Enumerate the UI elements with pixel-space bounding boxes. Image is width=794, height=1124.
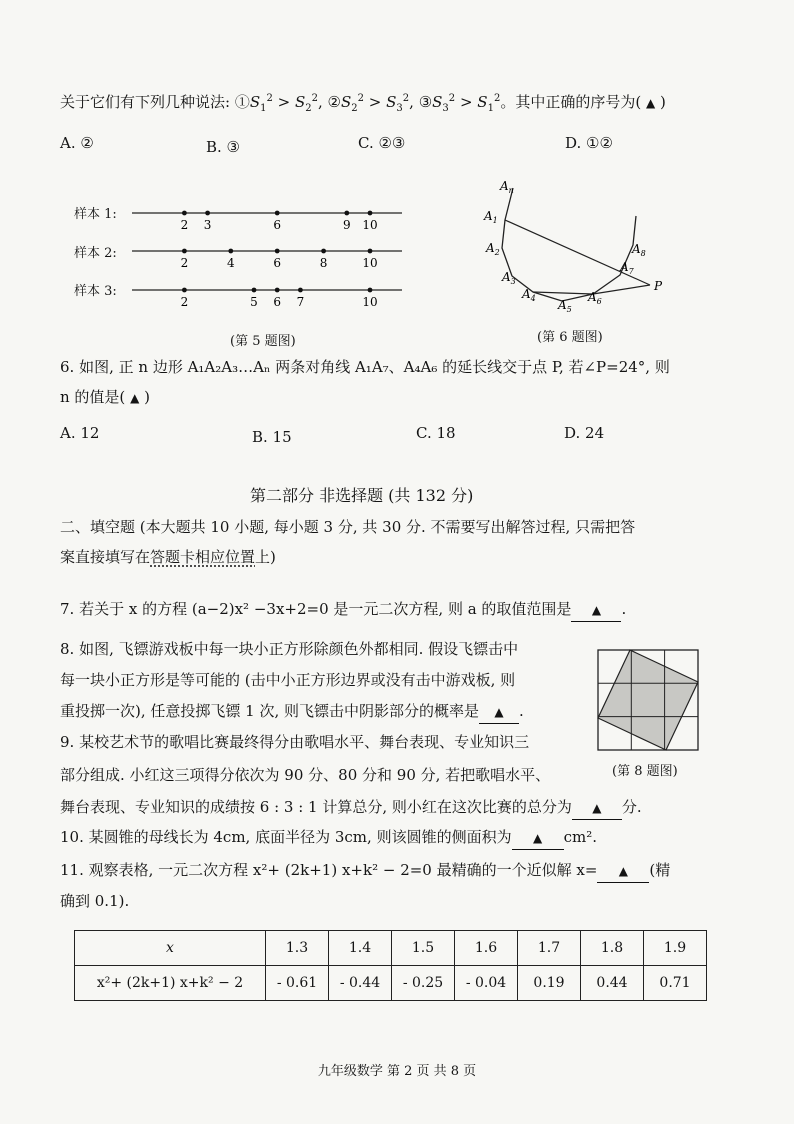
table-cell: 0.44: [581, 966, 644, 1001]
sample-point: [321, 249, 326, 254]
table-cell: - 0.61: [266, 966, 329, 1001]
q9-line2: 部分组成. 小红这三项得分依次为 90 分、80 分和 90 分, 若把歌唱水平、: [60, 766, 551, 784]
table-cell: 1.3: [266, 931, 329, 966]
table-cell: 1.8: [581, 931, 644, 966]
answer-triangle: ▲: [494, 705, 504, 719]
sample-point-label: 6: [273, 218, 282, 232]
q8-line3-text: 重投掷一次), 任意投掷飞镖 1 次, 则飞镖击中阴影部分的概率是: [60, 702, 480, 720]
q8-figure: [596, 648, 700, 752]
sample-2-label: 样本 2:: [74, 246, 117, 261]
label-a1: $A_1$: [484, 209, 498, 225]
table-cell: 0.71: [644, 966, 707, 1001]
sample-point-label: 6: [273, 295, 282, 309]
sample-point-label: 2: [180, 256, 189, 270]
q11-table: [74, 930, 707, 1001]
table-header-f: x²+ (2k+1) x+k² − 2: [75, 966, 266, 1001]
sample-point-label: 8: [319, 256, 328, 270]
side-a4-a6: [533, 292, 593, 294]
q9-unit: 分.: [621, 798, 642, 816]
sample-point: [252, 288, 257, 293]
q5-close-paren: ): [659, 93, 666, 111]
table-cell: - 0.25: [392, 966, 455, 1001]
sample-point-label: 6: [273, 256, 282, 270]
label-a6: $A_6$: [588, 290, 602, 306]
answer-triangle: ▲: [618, 864, 629, 878]
table-header-x: x: [75, 931, 266, 966]
q6-option-c: C. 18: [416, 424, 456, 442]
q6-line2-text: n 的值是(: [60, 388, 126, 406]
q8-line1: 8. 如图, 飞镖游戏板中每一块小正方形除颜色外都相同. 假设飞镖击中: [60, 640, 519, 658]
table-cell: - 0.04: [455, 966, 518, 1001]
label-a3: $A_3$: [502, 270, 516, 286]
q8-answer-blank: [479, 700, 519, 724]
q11-text: 11. 观察表格, 一元二次方程 x²+ (2k+1) x+k² − 2=0 最精确的一个近似解 x=: [60, 861, 598, 879]
sample-point-label: 10: [362, 295, 378, 309]
q11-precision-open: (精: [649, 861, 671, 879]
part2-title: 第二部分 非选择题 (共 132 分): [250, 486, 474, 505]
answer-triangle: ▲: [532, 831, 543, 845]
sample-point: [298, 288, 303, 293]
answer-triangle: ▲: [645, 96, 656, 110]
q10-unit: cm².: [563, 828, 597, 846]
instruction-emphasis: 答题卡相应位置: [150, 548, 256, 566]
q6-close-paren: ): [144, 388, 150, 406]
q5-stem: 关于它们有下列几种说法: $①S_1^2 > S_2^2$, $②S_2^2 > S_3^2$, $③S_3^2 > S_1^2$。其中正确的序号为( ▲ ): [60, 93, 666, 114]
instruction-text-c: 上): [255, 548, 276, 566]
sample-point-label: 3: [203, 218, 212, 232]
sample-point: [228, 249, 233, 254]
table-cell: 1.9: [644, 931, 707, 966]
q5-option-d: D. ①②: [565, 134, 613, 152]
sample-point: [182, 249, 187, 254]
shaded-square: [598, 650, 698, 750]
q7: [60, 598, 626, 622]
q6-option-b: B. 15: [252, 428, 292, 446]
sample-point-label: 10: [362, 218, 378, 232]
q10: [60, 826, 597, 850]
answer-triangle: ▲: [592, 801, 602, 815]
q10-answer-blank: [512, 826, 564, 850]
q9-line3-text: 舞台表现、专业知识的成绩按 6 : 3 : 1 计算总分, 则小红在这次比赛的总分为: [60, 798, 572, 816]
q6-figure-caption: (第 6 题图): [537, 330, 603, 345]
sample-point-label: 4: [226, 256, 235, 270]
table-cell: 0.19: [518, 966, 581, 1001]
q5-option-b: B. ③: [206, 138, 241, 156]
sample-point-label: 10: [362, 256, 378, 270]
label-a7: $A_7$: [620, 260, 634, 276]
q6-option-a: A. 12: [60, 424, 100, 442]
table-row: [75, 966, 707, 1001]
table-cell: 1.5: [392, 931, 455, 966]
sample-point: [275, 249, 280, 254]
q6-line1: 6. 如图, 正 n 边形 A₁A₂A₃…Aₙ 两条对角线 A₁A₇、A₄A₆ 的延长线交于点 P, 若∠P=24°, 则: [60, 358, 670, 376]
q5-stem-prefix: 关于它们有下列几种说法: ①: [60, 93, 250, 111]
sample-point: [275, 211, 280, 216]
q8-line3: [60, 700, 524, 724]
q8-period: .: [519, 702, 524, 720]
table-row: [75, 931, 707, 966]
q11-line2: 确到 0.1).: [60, 892, 130, 910]
sample-point: [368, 211, 373, 216]
label-an: $A_n$: [500, 179, 514, 195]
polygon-sides: [502, 188, 636, 301]
page-footer: 九年级数学 第 2 页 共 8 页: [317, 1064, 477, 1079]
label-a2: $A_2$: [486, 241, 500, 257]
label-p: P: [654, 279, 663, 293]
diagonal-a4-a6: [593, 285, 650, 294]
sample-1-label: 样本 1:: [74, 207, 117, 222]
q9-answer-blank: [572, 796, 622, 820]
q6-option-d: D. 24: [564, 424, 605, 442]
q7-answer-blank: [571, 598, 621, 622]
label-a5: $A_5$: [558, 298, 572, 314]
answer-triangle: ▲: [591, 603, 602, 617]
q8-line2: 每一块小正方形是等可能的 (击中小正方形边界或没有击中游戏板, 则: [60, 671, 516, 689]
sample-point: [275, 288, 280, 293]
q9-line1: 9. 某校艺术节的歌唱比赛最终得分由歌唱水平、舞台表现、专业知识三: [60, 733, 530, 751]
sample-point: [368, 288, 373, 293]
sample-point: [344, 211, 349, 216]
sample-point: [368, 249, 373, 254]
instruction-text-a: 案直接填写在: [60, 548, 151, 566]
label-a8: $A_8$: [632, 242, 646, 258]
part2-instruction-line1: 二、填空题 (本大题共 10 小题, 每小题 3 分, 共 30 分. 不需要写出解答过程, 只需把答: [60, 518, 636, 536]
table-cell: 1.4: [329, 931, 392, 966]
sample-point: [182, 288, 187, 293]
q11-answer-blank: [597, 859, 649, 883]
sample-point-label: 9: [342, 218, 351, 232]
q9-line3: [60, 796, 642, 820]
sample-3-label: 样本 3:: [74, 284, 117, 299]
q5-stem-rest: 。其中正确的序号为(: [500, 93, 642, 111]
q8-figure-caption: (第 8 题图): [612, 764, 678, 779]
q5-option-c: C. ②③: [358, 134, 406, 152]
q7-period: .: [621, 600, 627, 618]
sample-point: [182, 211, 187, 216]
answer-triangle: ▲: [130, 391, 140, 405]
q5-figure-caption: (第 5 题图): [230, 334, 296, 349]
q11-line1: [60, 859, 670, 883]
q6-figure: [480, 170, 680, 330]
q7-text: 7. 若关于 x 的方程 (a−2)x² −3x+2=0 是一元二次方程, 则 a 的取值范围是: [60, 600, 572, 618]
sample-point: [205, 211, 210, 216]
label-a4: $A_4$: [522, 287, 536, 303]
sample-point-label: 2: [180, 295, 189, 309]
table-cell: 1.7: [518, 931, 581, 966]
q6-line2: [60, 386, 150, 409]
part2-instruction-line2: [60, 546, 276, 568]
sample-point-label: 7: [296, 295, 305, 309]
table-cell: 1.6: [455, 931, 518, 966]
sample-point-label: 5: [250, 295, 258, 309]
q10-text: 10. 某圆锥的母线长为 4cm, 底面半径为 3cm, 则该圆锥的侧面积为: [60, 828, 512, 846]
sample-point-label: 2: [180, 218, 189, 232]
q5-option-a: A. ②: [60, 134, 94, 152]
table-cell: - 0.44: [329, 966, 392, 1001]
